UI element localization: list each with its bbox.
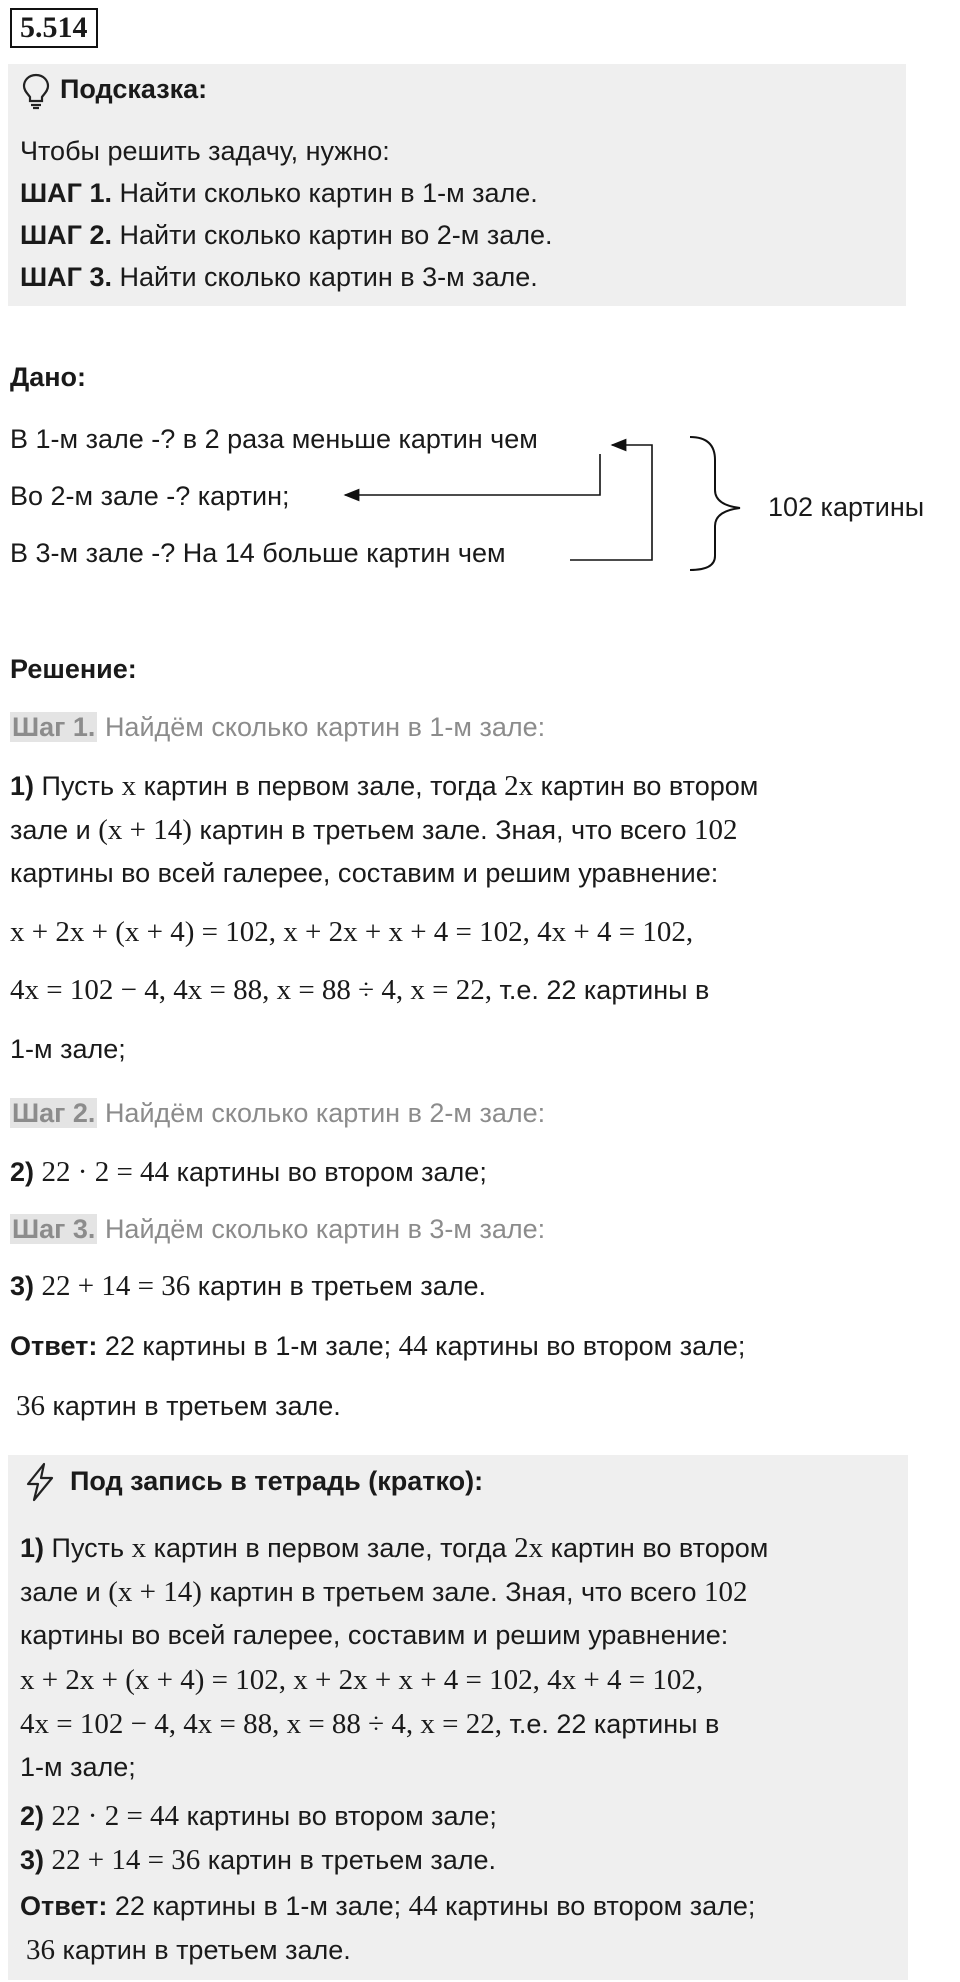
- given-line-1: В 1-м зале -? в 2 раза меньше картин чем: [10, 424, 538, 454]
- solution-step-2: Шаг 2. Найдём сколько картин в 2-м зале:: [12, 1098, 546, 1128]
- notebook-answer-line1: Ответ: 22 картины в 1-м зале; 44 картины во втором зале;: [20, 1890, 756, 1922]
- hint-intro: Чтобы решить задачу, нужно:: [20, 136, 390, 166]
- solution-answer-line2: 36 картин в третьем зале.: [16, 1390, 341, 1422]
- solution-p1-line3: картины во всей галерее, составим и решим уравнение:: [10, 858, 719, 888]
- solution-p1-line1: 1) Пусть x картин в первом зале, тогда 2x картин во втором: [10, 770, 759, 802]
- notebook-equation-3: 1-м зале;: [20, 1752, 136, 1782]
- given-title: Дано:: [10, 362, 87, 392]
- hint-step-1: ШАГ 1. Найти сколько картин в 1-м зале.: [20, 178, 538, 208]
- solution-equation-3: 1-м зале;: [10, 1034, 126, 1064]
- task-number: 5.514: [10, 8, 98, 48]
- solution-equation-2: 4x = 102 − 4, 4x = 88, x = 88 ÷ 4, x = 22, т.е. 22 картины в: [10, 974, 710, 1006]
- hint-title: Подсказка:: [60, 74, 208, 104]
- solution-p1-line2: зале и (x + 14) картин в третьем зале. Зная, что всего 102: [10, 814, 738, 846]
- hint-step-2: ШАГ 2. Найти сколько картин во 2-м зале.: [20, 220, 553, 250]
- solution-answer-line1: Ответ: 22 картины в 1-м зале; 44 картины во втором зале;: [10, 1330, 746, 1362]
- notebook-p1-line3: картины во всей галерее, составим и решим уравнение:: [20, 1620, 729, 1650]
- solution-step-1: Шаг 1. Найдём сколько картин в 1-м зале:: [12, 712, 546, 742]
- notebook-p3: 3) 22 + 14 = 36 картин в третьем зале.: [20, 1844, 496, 1876]
- given-total: 102 картины: [768, 492, 925, 522]
- solution-p3: 3) 22 + 14 = 36 картин в третьем зале.: [10, 1270, 486, 1302]
- hint-step-3: ШАГ 3. Найти сколько картин в 3-м зале.: [20, 262, 538, 292]
- solution-p2: 2) 22 · 2 = 44 картины во втором зале;: [10, 1156, 487, 1188]
- given-line-2: Во 2-м зале -? картин;: [10, 481, 290, 511]
- solution-title: Решение:: [10, 654, 137, 684]
- lightning-icon: [22, 1462, 58, 1509]
- solution-equation-1: x + 2x + (x + 4) = 102, x + 2x + x + 4 = 102, 4x + 4 = 102,: [10, 916, 694, 948]
- notebook-answer-line2: 36 картин в третьем зале.: [26, 1934, 351, 1966]
- notebook-p1-line1: 1) Пусть x картин в первом зале, тогда 2x картин во втором: [20, 1532, 769, 1564]
- notebook-equation-2: 4x = 102 − 4, 4x = 88, x = 88 ÷ 4, x = 22, т.е. 22 картины в: [20, 1708, 720, 1740]
- solution-step-3: Шаг 3. Найдём сколько картин в 3-м зале:: [12, 1214, 546, 1244]
- given-line-3: В 3-м зале -? На 14 больше картин чем: [10, 538, 506, 568]
- notebook-equation-1: x + 2x + (x + 4) = 102, x + 2x + x + 4 = 102, 4x + 4 = 102,: [20, 1664, 704, 1696]
- notebook-p2: 2) 22 · 2 = 44 картины во втором зале;: [20, 1800, 497, 1832]
- notebook-p1-line2: зале и (x + 14) картин в третьем зале. Зная, что всего 102: [20, 1576, 748, 1608]
- notebook-title: Под запись в тетрадь (кратко):: [70, 1466, 484, 1496]
